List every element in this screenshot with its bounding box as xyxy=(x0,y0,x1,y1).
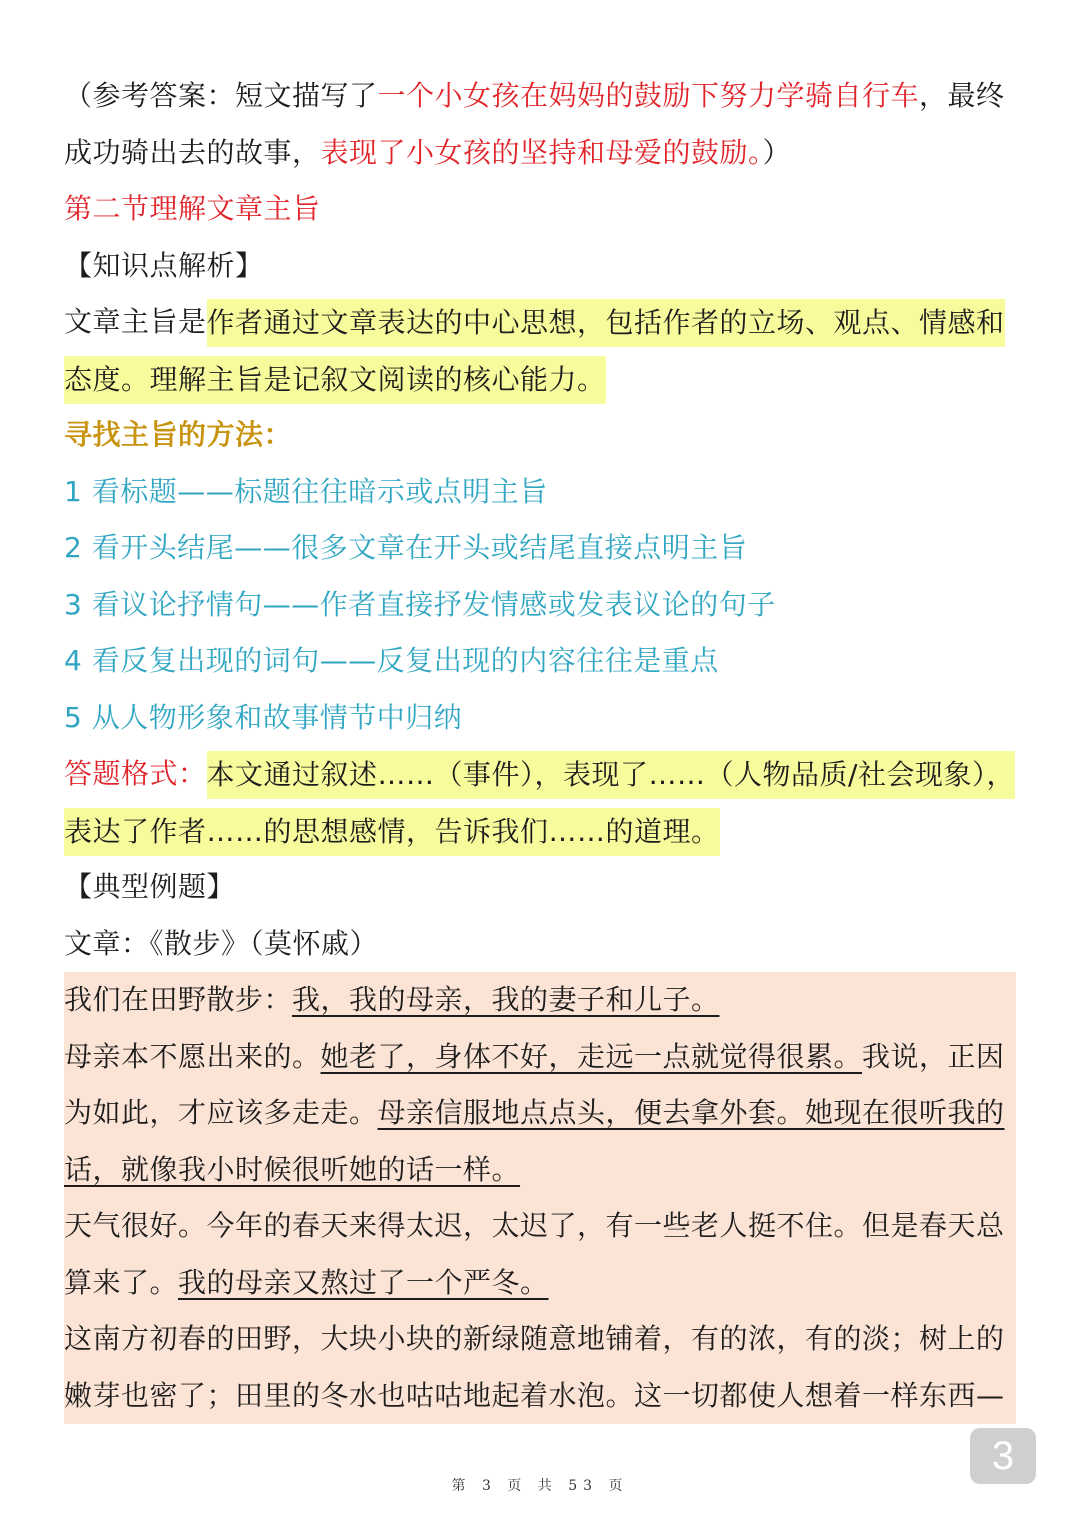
answer-line-2: 成功骑出去的故事，表现了小女孩的坚持和母爱的鼓励。） xyxy=(64,135,792,169)
passage-line: 为如此，才应该多走走。母亲信服地点点头，便去拿外套。她现在很听我的 xyxy=(64,1096,1005,1129)
format-highlight: 本文通过叙述……（事件），表现了……（人物品质/社会现象）， xyxy=(207,751,1015,799)
method-item: 5 从人物形象和故事情节中归纳 xyxy=(64,700,463,734)
format-line-1 xyxy=(64,746,1016,803)
method-item: 2 看开头结尾——很多文章在开头或结尾直接点明主旨 xyxy=(64,531,748,564)
format-label: 答题格式： xyxy=(64,757,207,790)
passage-line: 嫩芽也密了；田里的冬水也咕咕地起着水泡。这一切都使人想着一样东西— xyxy=(64,1378,1005,1412)
answer-highlight-red: 一个小女孩在妈妈的鼓励下努力学骑自行车 xyxy=(377,79,920,112)
answer-conclusion-red: 表现了小女孩的坚持和母爱的鼓励。 xyxy=(320,135,763,169)
passage-line: 母亲本不愿出来的。她老了，身体不好，走远一点就觉得很累。我说，正因 xyxy=(64,1039,1005,1073)
passage-line: 我们在田野散步：我，我的母亲，我的妻子和儿子。 xyxy=(64,983,720,1016)
page-footer: 第 3 页 共 53 页 xyxy=(451,1478,629,1494)
method-item: 4 看反复出现的词句——反复出现的内容往往是重点 xyxy=(64,644,719,677)
method-item: 1 看标题——标题往往暗示或点明主旨 xyxy=(64,474,548,508)
example-heading: 【典型例题】 xyxy=(64,870,236,903)
method-item: 3 看议论抒情句——作者直接抒发情感或发表议论的句子 xyxy=(64,587,776,621)
passage-line: 天气很好。今年的春天来得太迟，太迟了，有一些老人挺不住。但是春天总 xyxy=(64,1209,1005,1242)
methods-title: 寻找主旨的方法： xyxy=(64,418,293,451)
passage-line: 话，就像我小时候很听她的话一样。 xyxy=(64,1152,521,1186)
section-title: 第二节理解文章主旨 xyxy=(64,192,321,225)
format-line-2 xyxy=(64,803,1016,860)
knowledge-heading: 【知识点解析】 xyxy=(64,248,264,282)
page-number-badge: 3 xyxy=(970,1428,1036,1484)
passage-box xyxy=(64,972,1016,1424)
definition-line-2 xyxy=(64,351,1016,408)
passage-line: 这南方初春的田野，大块小块的新绿随意地铺着，有的浓，有的淡；树上的 xyxy=(64,1322,1005,1355)
definition-highlight: 态度。理解主旨是记叙文阅读的核心能力。 xyxy=(64,356,606,404)
definition-line-1: 文章主旨是作者通过文章表达的中心思想，包括作者的立场、观点、情感和 xyxy=(64,294,1016,351)
definition-highlight: 作者通过文章表达的中心思想，包括作者的立场、观点、情感和 xyxy=(207,299,1005,347)
passage-line: 算来了。我的母亲又熬过了一个严冬。 xyxy=(64,1265,549,1299)
document-page xyxy=(64,68,1016,1424)
answer-line-1: （参考答案：短文描写了一个小女孩在妈妈的鼓励下努力学骑自行车，最终 xyxy=(64,79,1005,112)
article-title: 文章：《散步》（莫怀戚） xyxy=(64,926,379,960)
format-highlight: 表达了作者……的思想感情，告诉我们……的道理。 xyxy=(64,808,720,856)
